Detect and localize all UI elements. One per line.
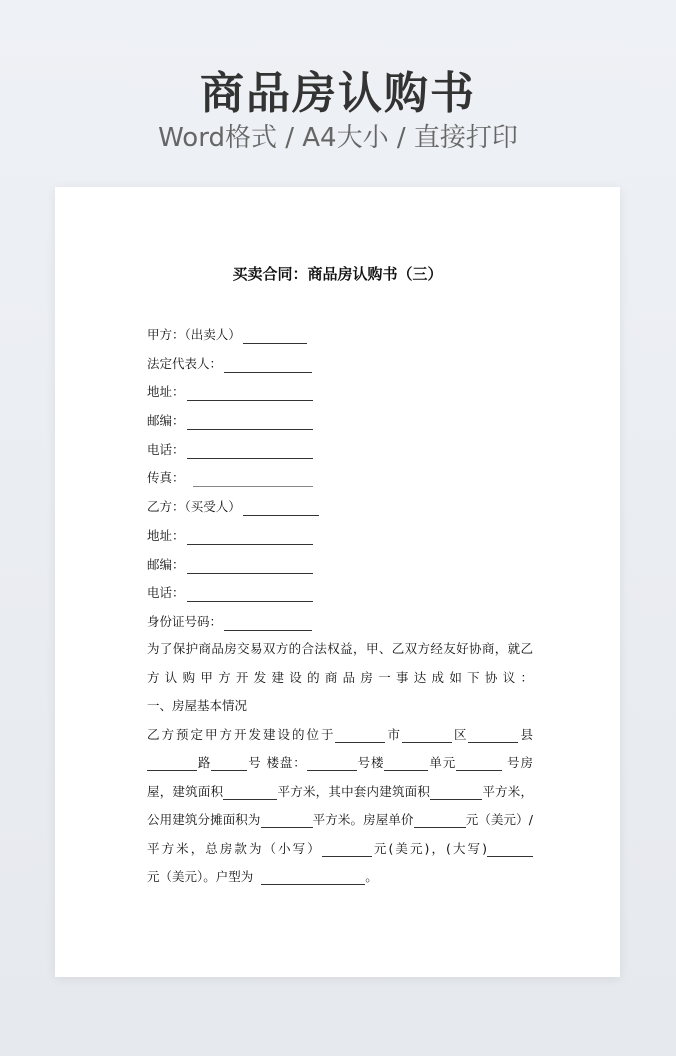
layout-type-blank [261,870,365,885]
county-blank [468,728,518,743]
party-a-blank [243,327,307,344]
shared-area-blank [261,813,313,828]
address-a-blank [187,384,313,401]
district-blank [402,728,452,743]
field-phone-a [147,436,537,465]
clause-paragraph-end [147,863,533,892]
field-party-b [147,493,537,522]
field-fax-a [147,464,537,493]
clause-text: 县 [518,726,533,742]
clause-text: 平方米。房屋单价 [312,812,414,827]
legal-rep-blank [224,356,312,373]
field-label: 地址： [147,527,185,543]
field-label: 电话： [147,441,185,457]
agreement-body [147,635,533,892]
clause-text: 号房屋，建筑面积 [147,755,533,799]
clause-text: 单元 [428,755,457,770]
total-price-capital-blank [487,842,533,857]
unit-blank [384,756,428,771]
clause-text: 号楼 [356,755,385,770]
phone-b-blank [187,585,313,602]
fax-a-blank [193,470,313,487]
field-address-b [147,522,537,551]
field-address-a [147,378,537,407]
field-label: 甲方：（出卖人） [147,327,241,342]
field-legal-rep [147,350,537,379]
total-price-small-blank [322,842,372,857]
hero-subtitle: Word格式 / A4大小 / 直接打印 [158,123,518,153]
hero-title: 商品房认购书 [200,68,476,119]
clause-text: 元（美元）/平方米，总房款为（小写） [147,812,533,856]
building-blank [307,756,357,771]
clause-text: 元(美元)，(大写) [371,840,487,856]
unit-price-blank [414,813,466,828]
postcode-b-blank [187,557,313,574]
field-label: 电话： [147,585,185,601]
section-heading: 一、房屋基本情况 [147,698,248,713]
clause-text: 区 [451,726,469,742]
field-id-number [147,608,537,637]
clause-text: 平方米，其中套内建筑面积 [277,783,431,799]
field-label: 传真： [147,470,185,486]
city-blank [335,728,385,743]
floor-area-blank [223,785,277,800]
field-label: 邮编： [147,413,185,429]
party-b-blank [243,499,319,516]
document-title: 买卖合同：商品房认购书（三） [232,265,443,283]
field-label: 法定代表人： [147,355,223,371]
clause-text: 市 [385,726,402,742]
clause-text: 号 楼盘： [247,755,307,770]
field-label: 邮编： [147,556,185,572]
clause-text: 平方米，公用建筑分摊面积为 [147,783,533,827]
phone-a-blank [187,442,313,459]
field-postcode-a [147,407,537,436]
field-label: 地址： [147,384,185,400]
inner-area-blank [430,785,482,800]
clause-text: 路 [197,755,212,770]
field-phone-b [147,579,537,608]
clause-text: 元（美元）。户型为 [147,869,254,884]
field-postcode-b [147,551,537,580]
intro-paragraph: 为了保护商品房交易双方的合法权益，甲、乙双方经友好协商，就乙方认购甲方开发建设的商品房一事达成如下协议： [147,641,533,685]
room-blank [456,756,502,771]
clause-text: 乙方预定甲方开发建设的位于 [147,726,336,742]
field-label: 乙方：（买受人） [147,499,241,515]
address-b-blank [187,528,313,545]
clause-text: 。 [365,869,378,884]
id-number-blank [224,614,312,631]
road-blank [147,756,197,771]
road-number-blank [211,756,247,771]
field-label: 身份证号码： [147,613,223,629]
postcode-a-blank [187,413,313,430]
party-fields [147,321,537,637]
document-page [55,187,620,977]
clause-paragraph [147,721,533,864]
field-party-a [147,321,537,350]
